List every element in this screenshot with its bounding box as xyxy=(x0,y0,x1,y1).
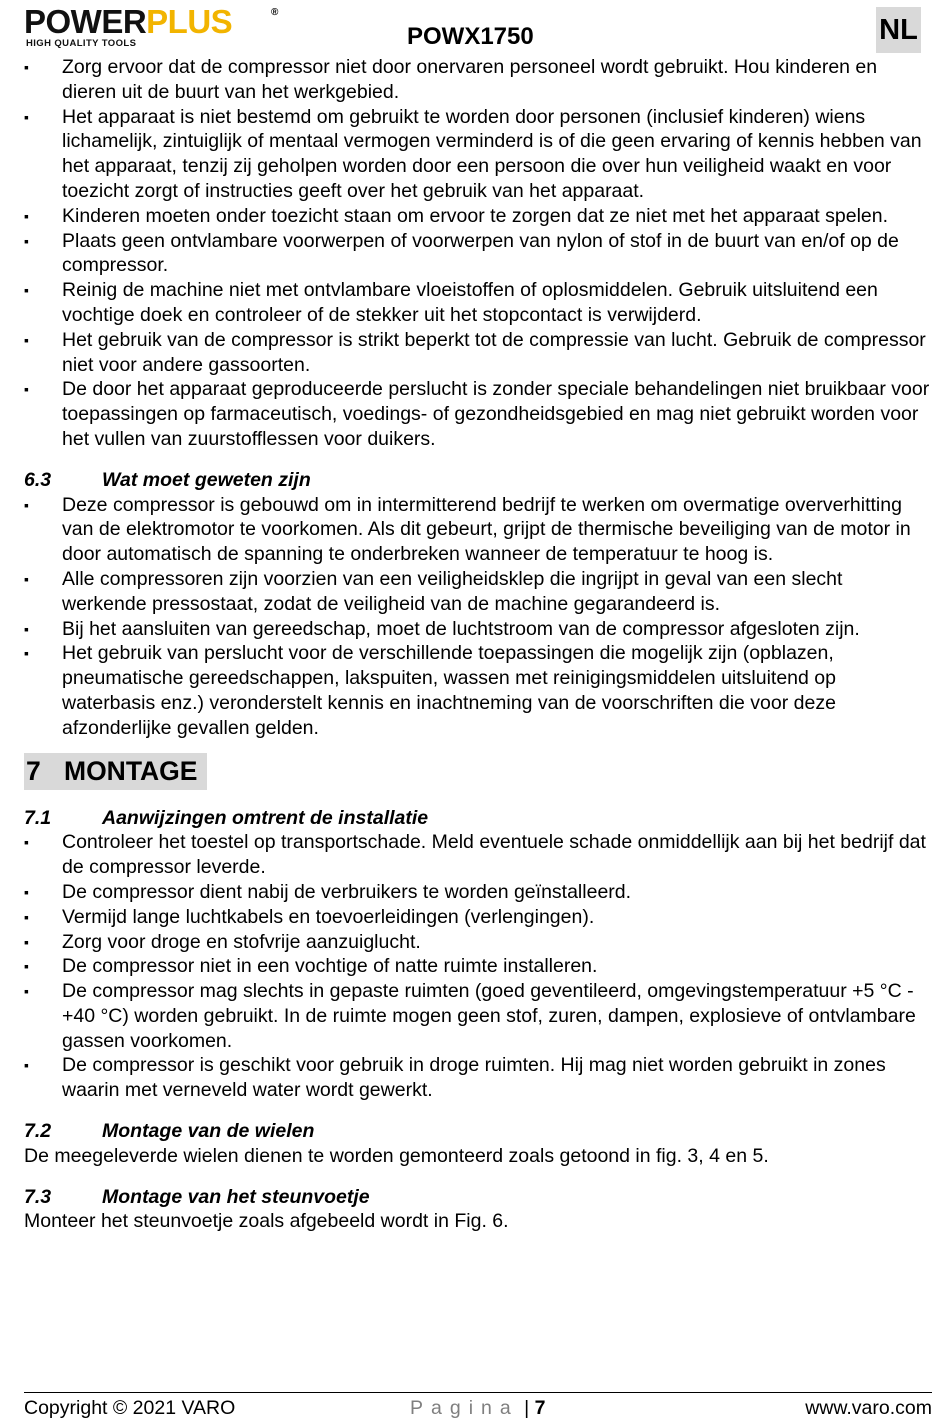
section-number: 6.3 xyxy=(24,468,52,491)
list-item: ▪ De compressor dient nabij de verbruikers te worden geïnstalleerd. xyxy=(24,880,932,905)
page-footer xyxy=(24,1397,932,1423)
section-number: 7.2 xyxy=(24,1120,52,1143)
brand-wordmark xyxy=(24,5,294,38)
chapter-number: 7 xyxy=(26,755,41,786)
list-item: ▪ Plaats geen ontvlambare voorwerpen of voorwerpen van nylon of stof in de buurt van en/of op de compressor. xyxy=(24,229,932,279)
language-badge: NL xyxy=(876,7,921,53)
page-number: 7 xyxy=(534,1397,546,1419)
list-item: ▪ Reinig de machine niet met ontvlambare vloeistoffen of oplosmiddelen. Gebruik uitsluitend een vochtige doek en controleer of de stekker uit het stopcontact is verwijderd. xyxy=(24,278,932,328)
section-title: Montage van de wielen xyxy=(102,1120,315,1143)
footer-divider xyxy=(24,1392,932,1393)
section-title: Montage van het steunvoetje xyxy=(102,1185,370,1208)
list-item: ▪ De door het apparaat geproduceerde perslucht is zonder speciale behandelingen niet bruikbaar voor toepassingen op farmaceutisch, voedings- of gezondheidsgebied en mag niet gebruikt worden voor het vullen van zuurstofflessen voor duikers. xyxy=(24,377,932,451)
list-item: ▪ Deze compressor is gebouwd om in intermitterend bedrijf te werken om overmatige oververhitting van de elektromotor te voorkomen. Als dit gebeurt, grijpt de thermische beveiliging van de motor in door automatisch de spanning te onderbreken wanneer de temperatuur te hoog is. xyxy=(24,493,932,567)
intro-bullet-list xyxy=(24,55,932,452)
brand-plus: PLUS xyxy=(146,3,233,40)
list-item: ▪ Kinderen moeten onder toezicht staan om ervoor te zorgen dat ze niet met het apparaat spelen. xyxy=(24,204,932,229)
list-item: ▪ Zorg ervoor dat de compressor niet door onervaren personeel wordt gebruikt. Hou kinderen en dieren uit de buurt van het werkgebied. xyxy=(24,55,932,105)
list-item: ▪ Alle compressoren zijn voorzien van een veiligheidsklep die ingrijpt in geval van een slecht werkende pressostaat, zodat de veiligheid van de machine gegarandeerd is. xyxy=(24,567,932,617)
section-heading-7-2 xyxy=(24,1119,932,1144)
section-heading-7-3 xyxy=(24,1185,932,1210)
section-heading-6-3 xyxy=(24,468,932,493)
page-separator: | xyxy=(518,1397,535,1419)
brand-power: POWER xyxy=(24,3,147,40)
chapter-title: MONTAGE xyxy=(64,755,198,786)
copyright-text: Copyright © 2021 VARO xyxy=(24,1397,236,1419)
section-title: Wat moet geweten zijn xyxy=(102,468,311,491)
list-item: ▪ De compressor niet in een vochtige of natte ruimte installeren. xyxy=(24,954,932,979)
registered-mark: ® xyxy=(271,7,279,18)
section-number: 7.3 xyxy=(24,1185,52,1208)
section-heading-7-1 xyxy=(24,806,932,831)
page-indicator xyxy=(410,1397,545,1420)
section-number: 7.1 xyxy=(24,806,52,829)
list-item: ▪ Vermijd lange luchtkabels en toevoerleidingen (verlengingen). xyxy=(24,905,932,930)
section-title: Aanwijzingen omtrent de installatie xyxy=(102,806,429,829)
list-item: ▪ Het gebruik van perslucht voor de verschillende toepassingen die mogelijk zijn (opblazen, pneumatische gereedschappen, lakspuiten, wassen met reinigingsmiddelen uitsluitend op waterbasis enz.) veronderstelt kennis en inachtneming van de voorschriften die voor deze afzonderlijke gevallen gelden. xyxy=(24,641,932,740)
brand-logo xyxy=(24,5,294,50)
model-number: POWX1750 xyxy=(407,23,534,50)
page-label: Pagina xyxy=(410,1397,519,1419)
list-item: ▪ Het gebruik van de compressor is strikt beperkt tot de compressie van lucht. Gebruik de compressor niet voor andere gassoorten. xyxy=(24,328,932,378)
list-item: ▪ Zorg voor droge en stofvrije aanzuiglucht. xyxy=(24,930,932,955)
brand-tagline: HIGH QUALITY TOOLS xyxy=(26,38,137,49)
list-item: ▪ Het apparaat is niet bestemd om gebruikt te worden door personen (inclusief kinderen) wiens lichamelijk, zintuiglijk of mentaal vermogen verminderd is of die geen ervaring of kennis hebben van het apparaat, tenzij zij geholpen worden door een persoon die over hun veiligheid waakt en voor toezicht zorgt of instructies geeft over het gebruik van het apparaat. xyxy=(24,105,932,204)
list-item: ▪ Bij het aansluiten van gereedschap, moet de luchtstroom van de compressor afgesloten zijn. xyxy=(24,617,932,642)
section-7-3-paragraph: Monteer het steunvoetje zoals afgebeeld wordt in Fig. 6. xyxy=(24,1210,509,1233)
list-item: ▪ Controleer het toestel op transportschade. Meld eventuele schade onmiddellijk aan bij het bedrijf dat de compressor leverde. xyxy=(24,830,932,880)
website-link[interactable]: www.varo.com xyxy=(805,1397,932,1419)
list-item: ▪ De compressor mag slechts in gepaste ruimten (goed geventileerd, omgevingstemperatuur +5 °C - +40 °C) worden gebruikt. In de ruimte mogen geen stof, zuren, dampen, explosieve of ontvlambare gassen voorkomen. xyxy=(24,979,932,1053)
page-content xyxy=(24,55,932,1234)
section-7-1-bullet-list xyxy=(24,830,932,1103)
chapter-heading-7 xyxy=(24,753,207,790)
list-item: ▪ De compressor is geschikt voor gebruik in droge ruimten. Hij mag niet worden gebruikt in zones waarin met verneveld water wordt gewerkt. xyxy=(24,1053,932,1103)
section-7-2-paragraph: De meegeleverde wielen dienen te worden gemonteerd zoals getoond in fig. 3, 4 en 5. xyxy=(24,1144,769,1167)
section-6-3-bullet-list xyxy=(24,493,932,741)
